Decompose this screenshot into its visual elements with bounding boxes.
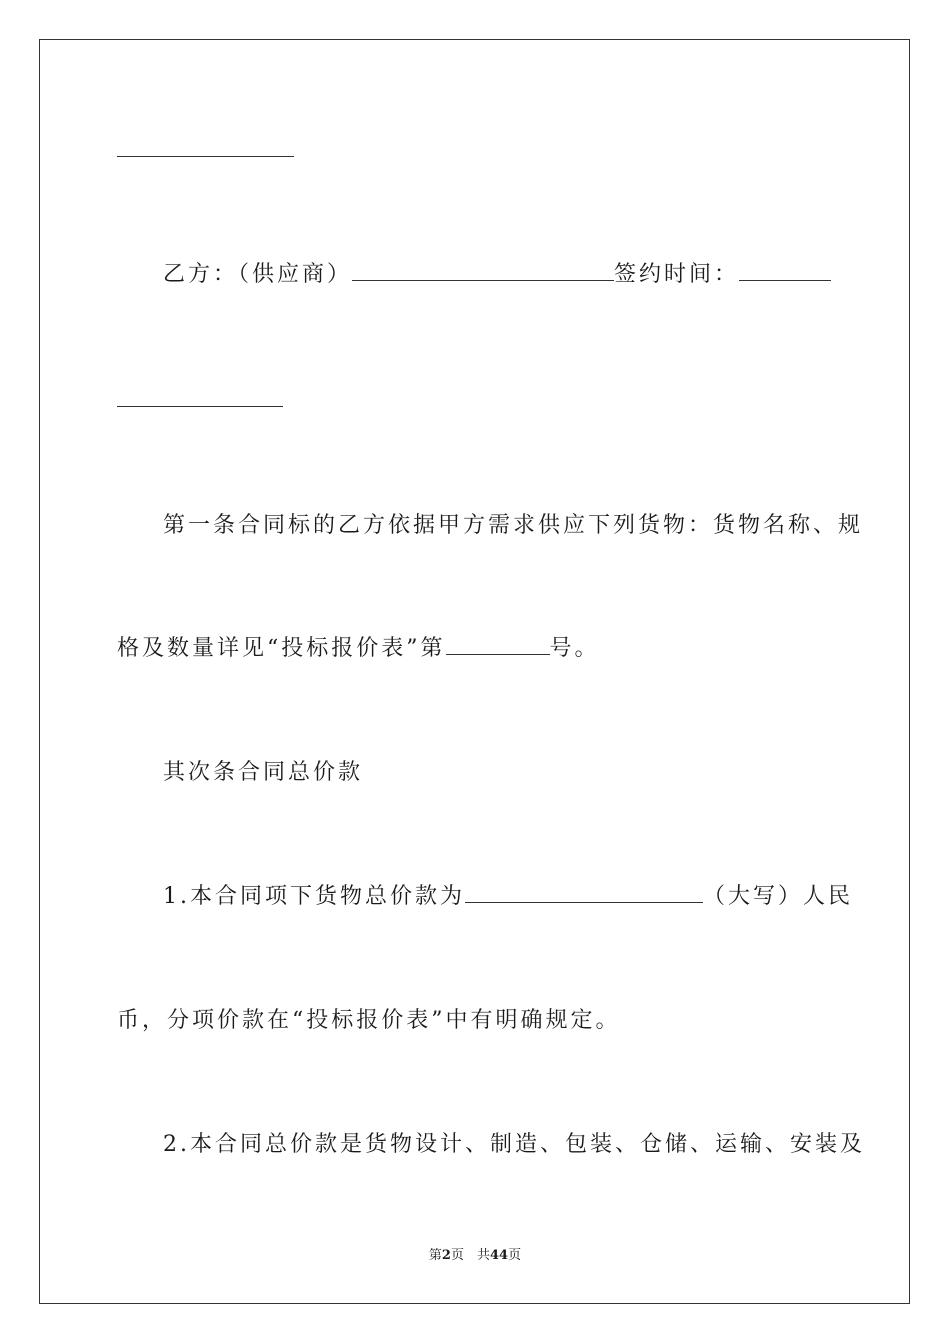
clause-1-suffix: （大写）人民	[703, 884, 854, 909]
footer-middle: 页 共	[450, 1248, 490, 1263]
sign-time-label: 签约时间：	[614, 262, 740, 287]
party-b-line	[163, 260, 831, 290]
sign-time-blank	[739, 260, 831, 281]
footer-total-pages: 44	[489, 1248, 509, 1263]
page-footer	[0, 1247, 950, 1265]
blank-line-top	[117, 156, 294, 157]
clause-2-line-1: 2.本合同总价款是货物设计、制造、包装、仓储、运输、安装及	[163, 1132, 865, 1157]
footer-prefix: 第	[428, 1248, 442, 1263]
supplier-blank	[352, 260, 614, 281]
article-1-line-2	[117, 634, 600, 664]
total-price-blank	[465, 882, 703, 903]
clause-1-line-1	[163, 882, 853, 912]
sign-time-blank-continued	[117, 406, 283, 407]
party-b-label: 乙方：（供应商）	[163, 262, 353, 287]
article-2-heading: 其次条合同总价款	[163, 760, 364, 785]
article-1-text: 格及数量详见“投标报价表”第	[117, 636, 446, 661]
table-number-blank	[446, 634, 550, 655]
clause-1-line-2: 币，分项价款在“投标报价表”中有明确规定。	[117, 1008, 621, 1033]
footer-suffix: 页	[508, 1248, 522, 1263]
article-1-line-1: 第一条合同标的乙方依据甲方需求供应下列货物：货物名称、规	[163, 513, 864, 538]
clause-1-text: 1.本合同项下货物总价款为	[163, 884, 465, 909]
page-border	[39, 39, 910, 1304]
article-1-suffix: 号。	[549, 636, 600, 661]
footer-page-number: 2	[441, 1248, 451, 1263]
